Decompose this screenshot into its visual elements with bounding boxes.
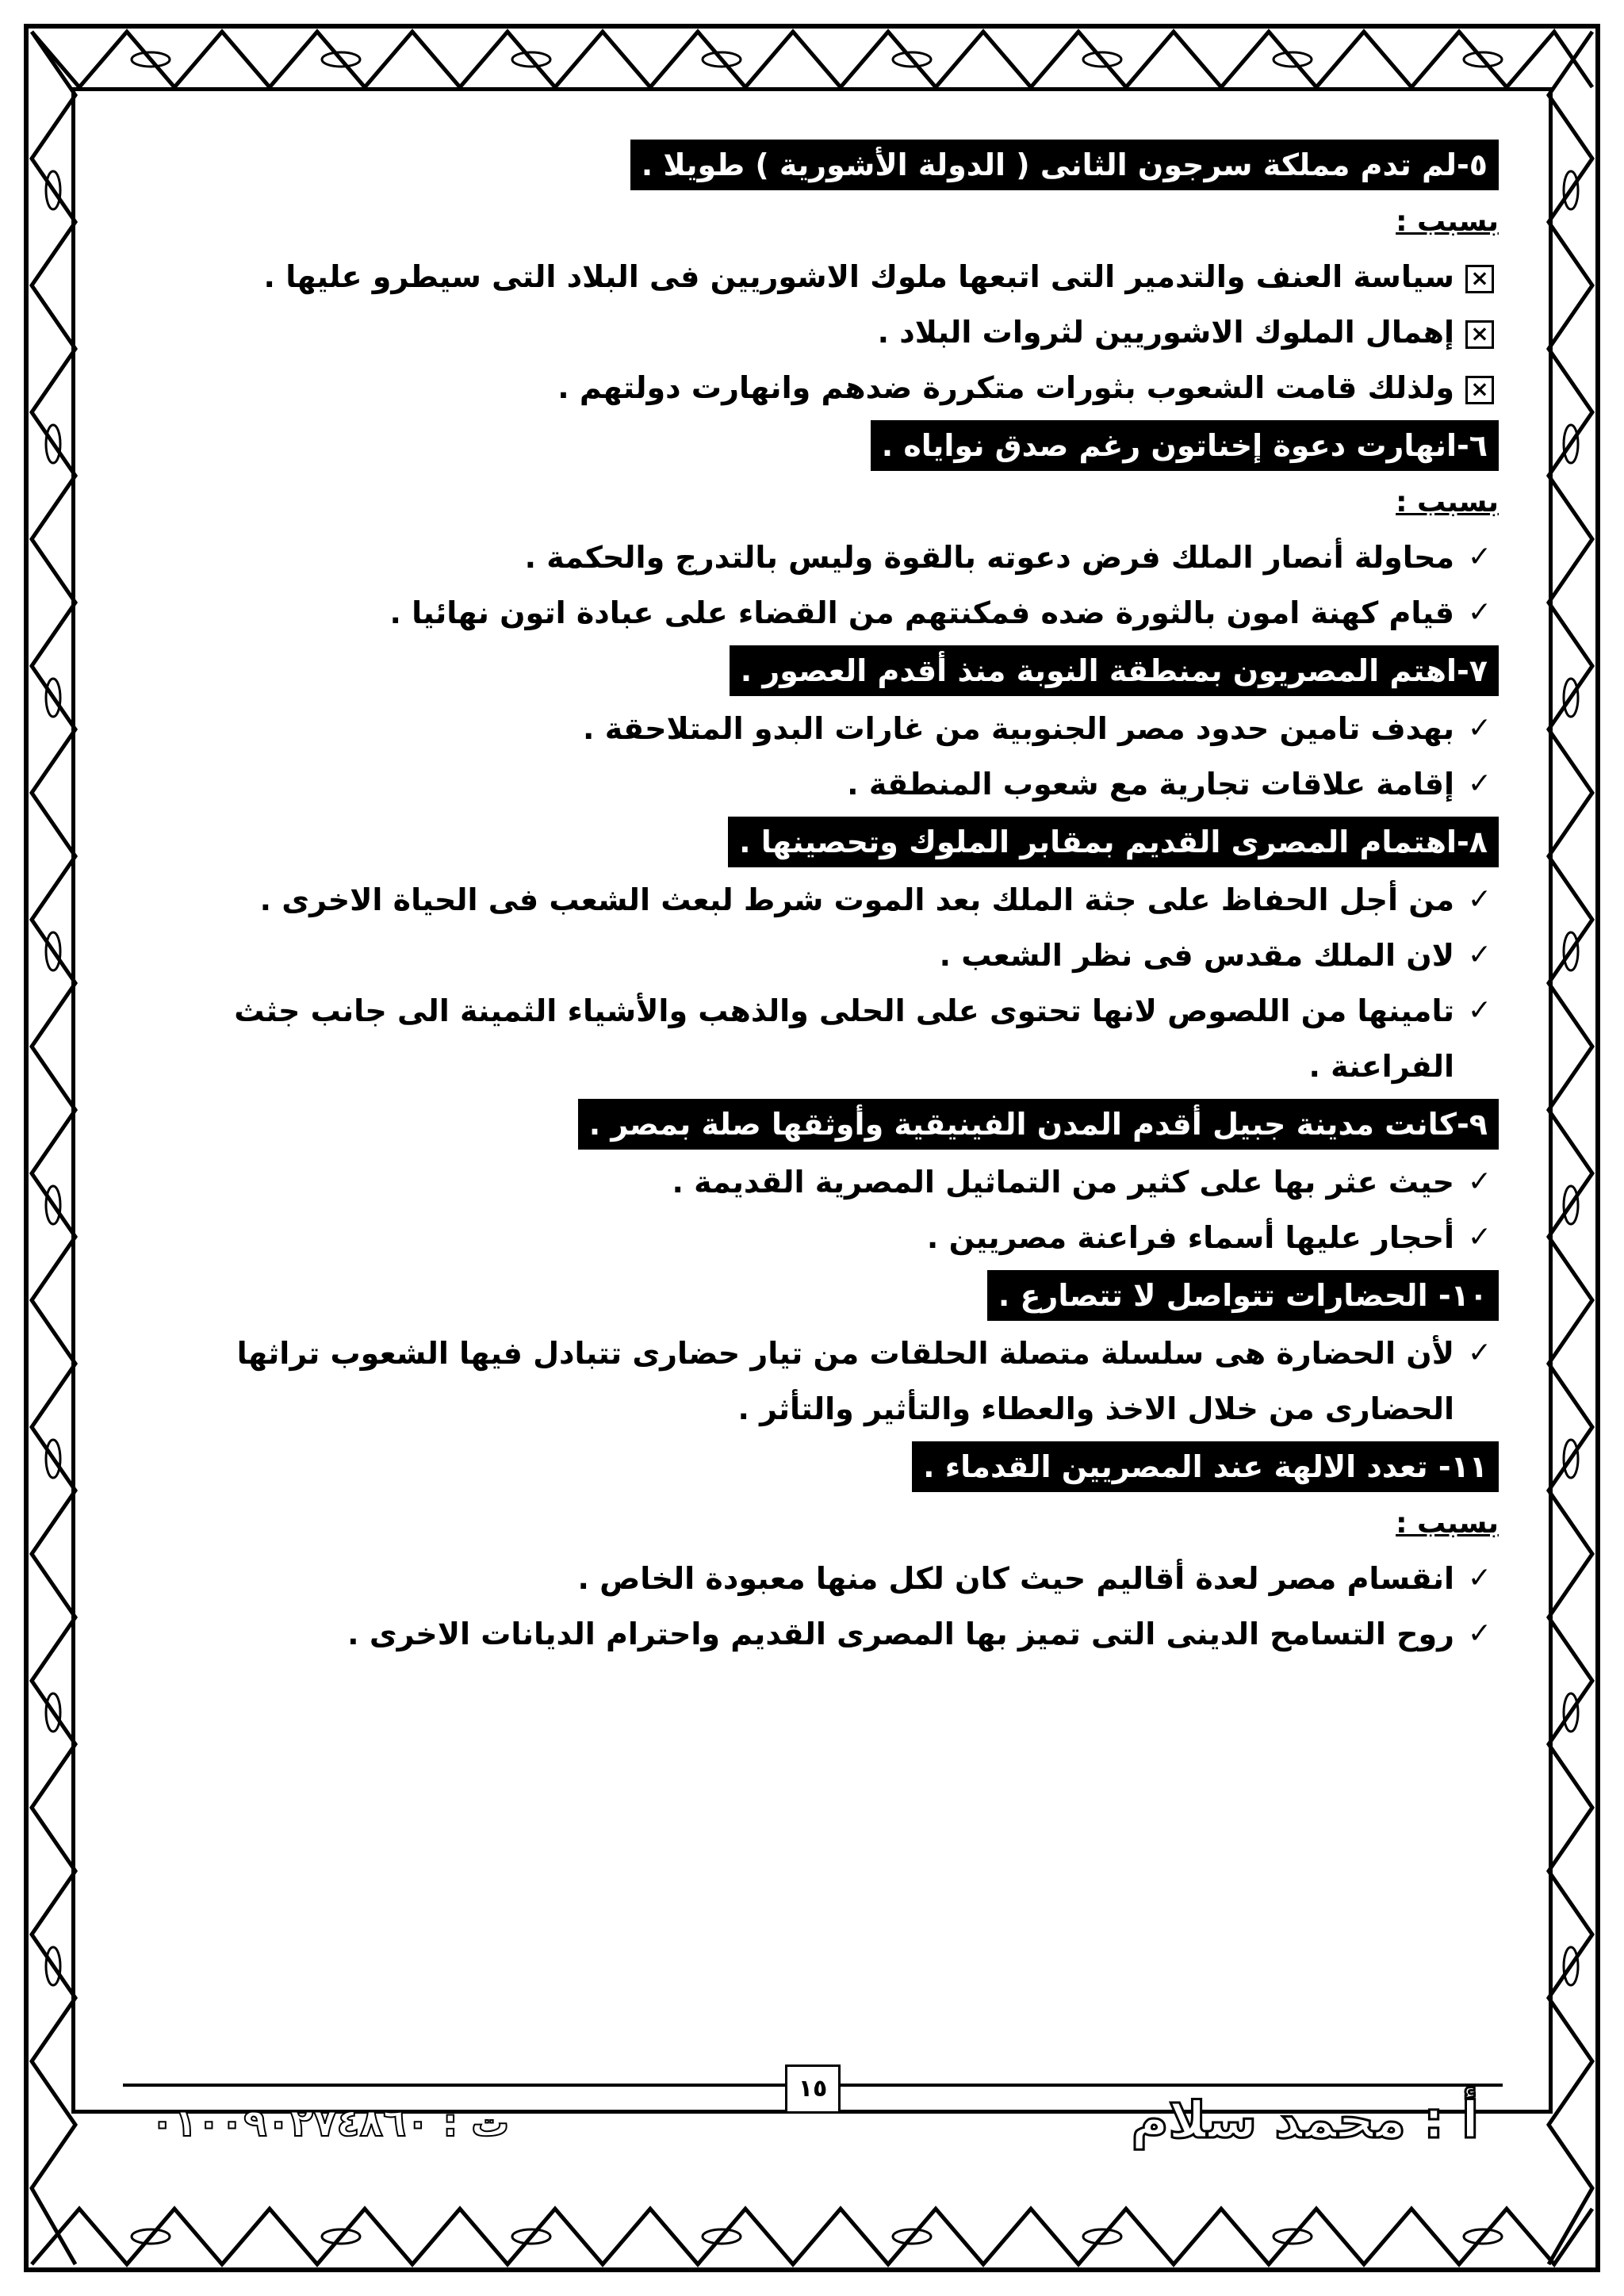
checkmark-icon: ✓ [1467,1221,1492,1253]
section-heading: ٥-لم تدم مملكة سرجون الثانى ( الدولة الأشورية ) طويلا . [630,140,1499,190]
section-heading: ١١- تعدد الالهة عند المصريين القدماء . [912,1441,1499,1492]
list-item [151,756,1499,812]
checkmark-icon: ✓ [1467,712,1492,744]
list-item-text: إهمال الملوك الاشوريين لثروات البلاد . [877,315,1454,350]
list-item-text: قيام كهنة امون بالثورة ضده فمكنتهم من القضاء على عبادة اتون نهائيا . [389,595,1454,630]
list-item [151,530,1499,585]
list-item-text: إقامة علاقات تجارية مع شعوب المنطقة . [847,767,1454,802]
because-label: بسبب : [1396,205,1499,238]
checkmark-icon: ✓ [1467,994,1492,1027]
author-name: أ : محمد سلام [1131,2091,1479,2150]
list-item [151,1326,1499,1437]
list-item [151,585,1499,641]
boxed-x-icon: × [1461,249,1499,304]
checkmark-icon: ✓ [1467,767,1492,800]
list-item-text: سياسة العنف والتدمير التى اتبعها ملوك الاشوريين فى البلاد التى سيطرو عليها . [263,259,1454,294]
list-item-text: محاولة أنصار الملك فرض دعوته بالقوة وليس بالتدرج والحكمة . [524,540,1454,575]
checkmark-icon: ✓ [1467,1337,1492,1369]
list-item [151,928,1499,983]
section-heading: ٦-انهارت دعوة إخناتون رغم صدق نواياه . [871,420,1499,471]
checkmark-icon: ✓ [1467,596,1492,629]
boxed-x-icon: × [1461,360,1499,415]
list-item-text: روح التسامح الدينى التى تميز بها المصرى القديم واحترام الديانات الاخرى . [347,1617,1454,1651]
list-item-text: من أجل الحفاظ على جثة الملك بعد الموت شرط لبعث الشعب فى الحياة الاخرى . [259,882,1454,917]
list-item [151,872,1499,928]
list-item [151,701,1499,756]
list-item-text: بهدف تامين حدود مصر الجنوبية من غارات البدو المتلاحقة . [583,711,1454,746]
list-item [151,1154,1499,1210]
boxed-x-icon: × [1461,304,1499,360]
section-heading: ٨-اهتمام المصرى القديم بمقابر الملوك وتحصينها . [728,817,1499,867]
list-item [151,304,1499,360]
list-item-text: حيث عثر بها على كثير من التماثيل المصرية القديمة . [672,1165,1454,1200]
list-item [151,1210,1499,1265]
checkmark-icon: ✓ [1467,939,1492,971]
list-item [151,983,1499,1094]
list-item-text: أحجار عليها أسماء فراعنة مصريين . [926,1220,1454,1255]
list-item [151,1606,1499,1662]
page-number: ١٥ [785,2064,841,2114]
because-label: بسبب : [1396,486,1499,519]
list-item-text: تامينها من اللصوص لانها تحتوى على الحلى والذهب والأشياء الثمينة الى جانب جثث الفراعنة . [234,993,1454,1084]
list-item-text: انقسام مصر لعدة أقاليم حيث كان لكل منها معبودة الخاص . [577,1561,1454,1596]
list-item-text: لأن الحضارة هى سلسلة متصلة الحلقات من تيار حضارى تتبادل فيها الشعوب تراثها الحضارى من خلال الاخذ والعطاء والتأثير والتأثر . [236,1336,1454,1426]
list-item-text: لان الملك مقدس فى نظر الشعب . [939,938,1454,973]
list-item [151,360,1499,415]
list-item-text: ولذلك قامت الشعوب بثورات متكررة ضدهم وانهارت دولتهم . [557,370,1454,405]
checkmark-icon: ✓ [1467,1165,1492,1198]
section-heading: ١٠- الحضارات تتواصل لا تتصارع . [987,1270,1499,1321]
list-item [151,249,1499,304]
checkmark-icon: ✓ [1467,883,1492,916]
checkmark-icon: ✓ [1467,1617,1492,1650]
document-body [151,135,1499,1662]
author-phone: ت : ٠١٠٠٩٠٢٧٤٨٦٠ [151,2101,510,2145]
checkmark-icon: ✓ [1467,541,1492,573]
checkmark-icon: ✓ [1467,1562,1492,1594]
list-item [151,1551,1499,1606]
because-label: بسبب : [1396,1507,1499,1540]
section-heading: ٩-كانت مدينة جبيل أقدم المدن الفينيقية وأوثقها صلة بمصر . [578,1099,1499,1150]
section-heading: ٧-اهتم المصريون بمنطقة النوبة منذ أقدم العصور . [730,645,1499,696]
